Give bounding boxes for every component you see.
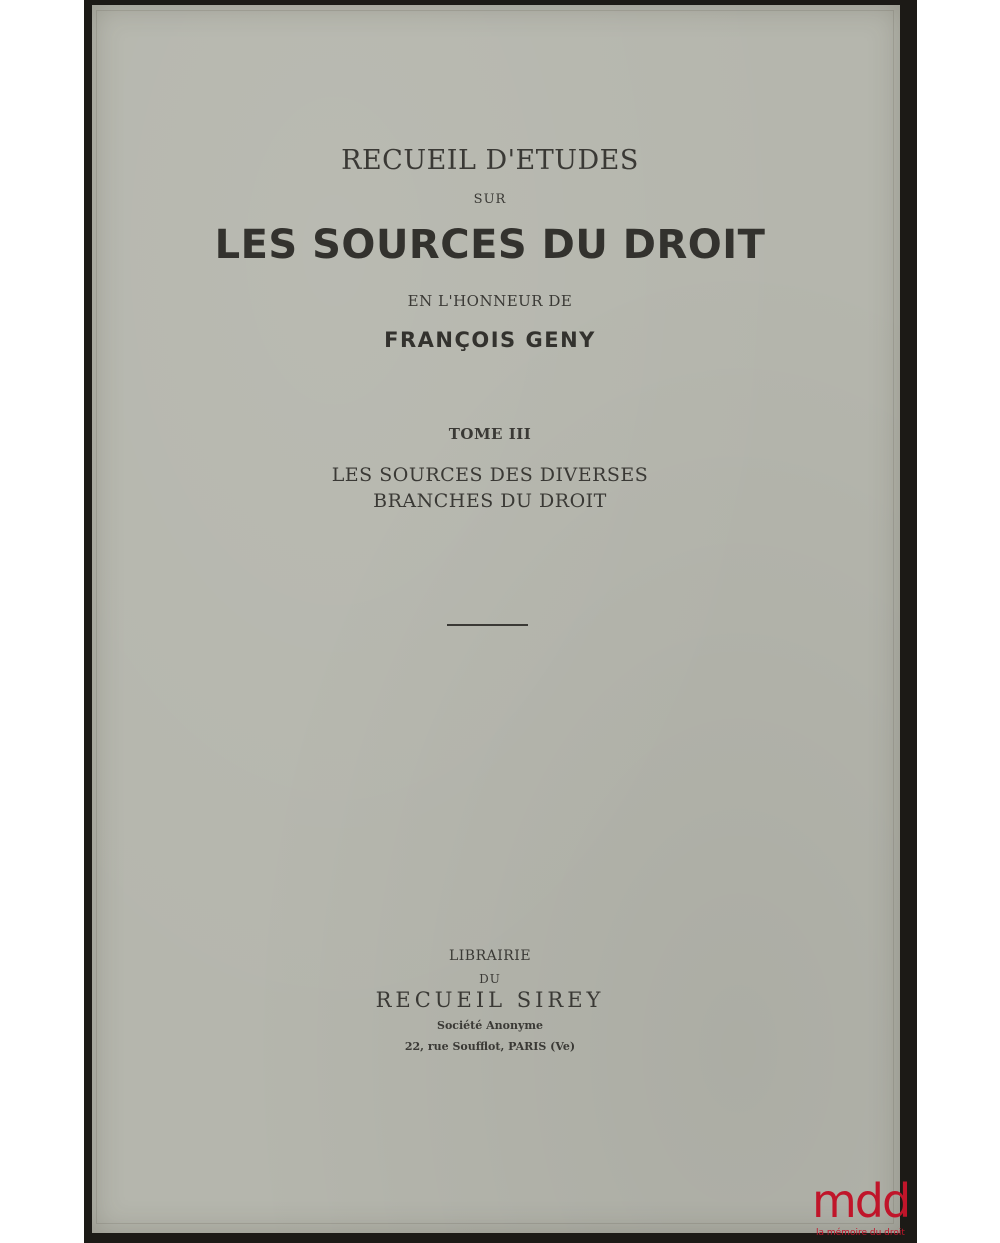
- collection-connector: SUR: [473, 192, 507, 207]
- publisher-line-1: LIBRAIRIE: [448, 948, 532, 964]
- collection-title: RECUEIL D'ETUDES: [341, 145, 639, 176]
- logo-letters: mdd: [812, 1174, 910, 1228]
- publisher-address: 22, rue Soufflot, PARIS (Ve): [404, 1040, 576, 1053]
- mdd-logo-icon: [812, 1176, 916, 1240]
- volume-subtitle-line-2: BRANCHES DU DROIT: [373, 490, 607, 512]
- publisher-name: RECUEIL SIREY: [375, 988, 605, 1012]
- publisher-line-2: DU: [479, 972, 501, 986]
- dedication-label: EN L'HONNEUR DE: [407, 292, 573, 310]
- volume-subtitle-line-1: LES SOURCES DES DIVERSES: [331, 464, 649, 486]
- volume-subtitle: [0, 462, 980, 514]
- book-title: LES SOURCES DU DROIT: [214, 222, 766, 268]
- divider-rule: [447, 624, 528, 626]
- volume-label: TOME III: [448, 425, 532, 443]
- publisher-type: Société Anonyme: [437, 1019, 543, 1032]
- logo-tagline: la mémoire du droit: [816, 1228, 905, 1238]
- honoree-name: FRANÇOIS GENY: [384, 328, 596, 352]
